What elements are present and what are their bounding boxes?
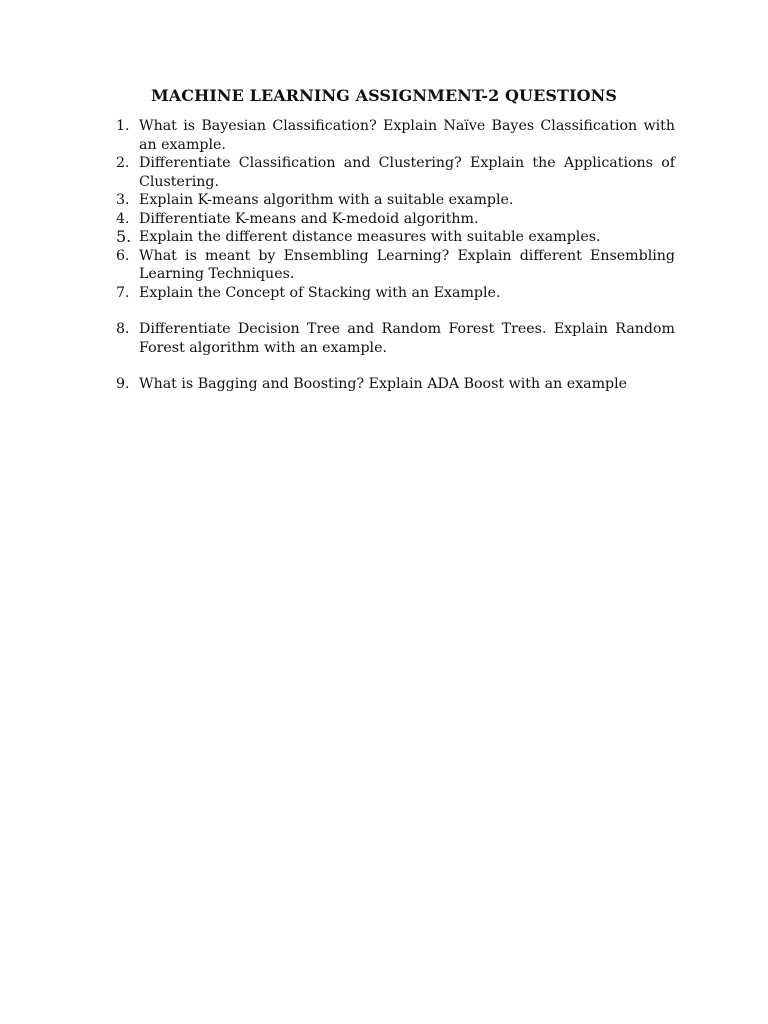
question-number: 5. [116, 227, 132, 246]
question-text: Explain the different distance measures with suitable examples. [139, 229, 601, 245]
question-text: Differentiate K-means and K-medoid algorithm. [139, 210, 479, 227]
question-text: What is meant by Ensembling Learning? Explain different Ensembling Learning Techniques. [139, 247, 675, 282]
question-number: 7. [116, 284, 130, 301]
question-item-4 [112, 210, 675, 229]
question-number: 1. [116, 118, 130, 134]
question-number: 6. [116, 247, 130, 264]
question-item-7 [112, 284, 675, 303]
document-title: MACHINE LEARNING ASSIGNMENT-2 QUESTIONS [150, 86, 618, 105]
question-number: 9. [116, 376, 130, 392]
question-number: 8. [116, 321, 130, 337]
question-text: Explain the Concept of Stacking with an Example. [139, 284, 501, 301]
question-text: Differentiate Classification and Clustering? Explain the Applications of Clustering. [139, 155, 675, 190]
question-text: Explain K-means algorithm with a suitable example. [139, 192, 514, 208]
question-text: What is Bagging and Boosting? Explain ADA Boost with an example [139, 376, 628, 392]
question-number: 2. [116, 155, 130, 171]
question-item-5 [112, 228, 675, 247]
question-item-8 [112, 320, 675, 357]
question-item-3 [112, 191, 675, 210]
question-item-2 [112, 154, 675, 191]
question-item-9 [112, 375, 675, 394]
question-number: 4. [116, 210, 130, 227]
question-text: What is Bayesian Classification? Explain Naïve Bayes Classification with an example. [139, 118, 675, 153]
question-list [112, 117, 675, 394]
question-item-6 [112, 247, 675, 284]
question-item-1 [112, 117, 675, 154]
question-number: 3. [116, 192, 130, 208]
question-text: Differentiate Decision Tree and Random Forest Trees. Explain Random Forest algorithm with an example. [139, 321, 675, 356]
